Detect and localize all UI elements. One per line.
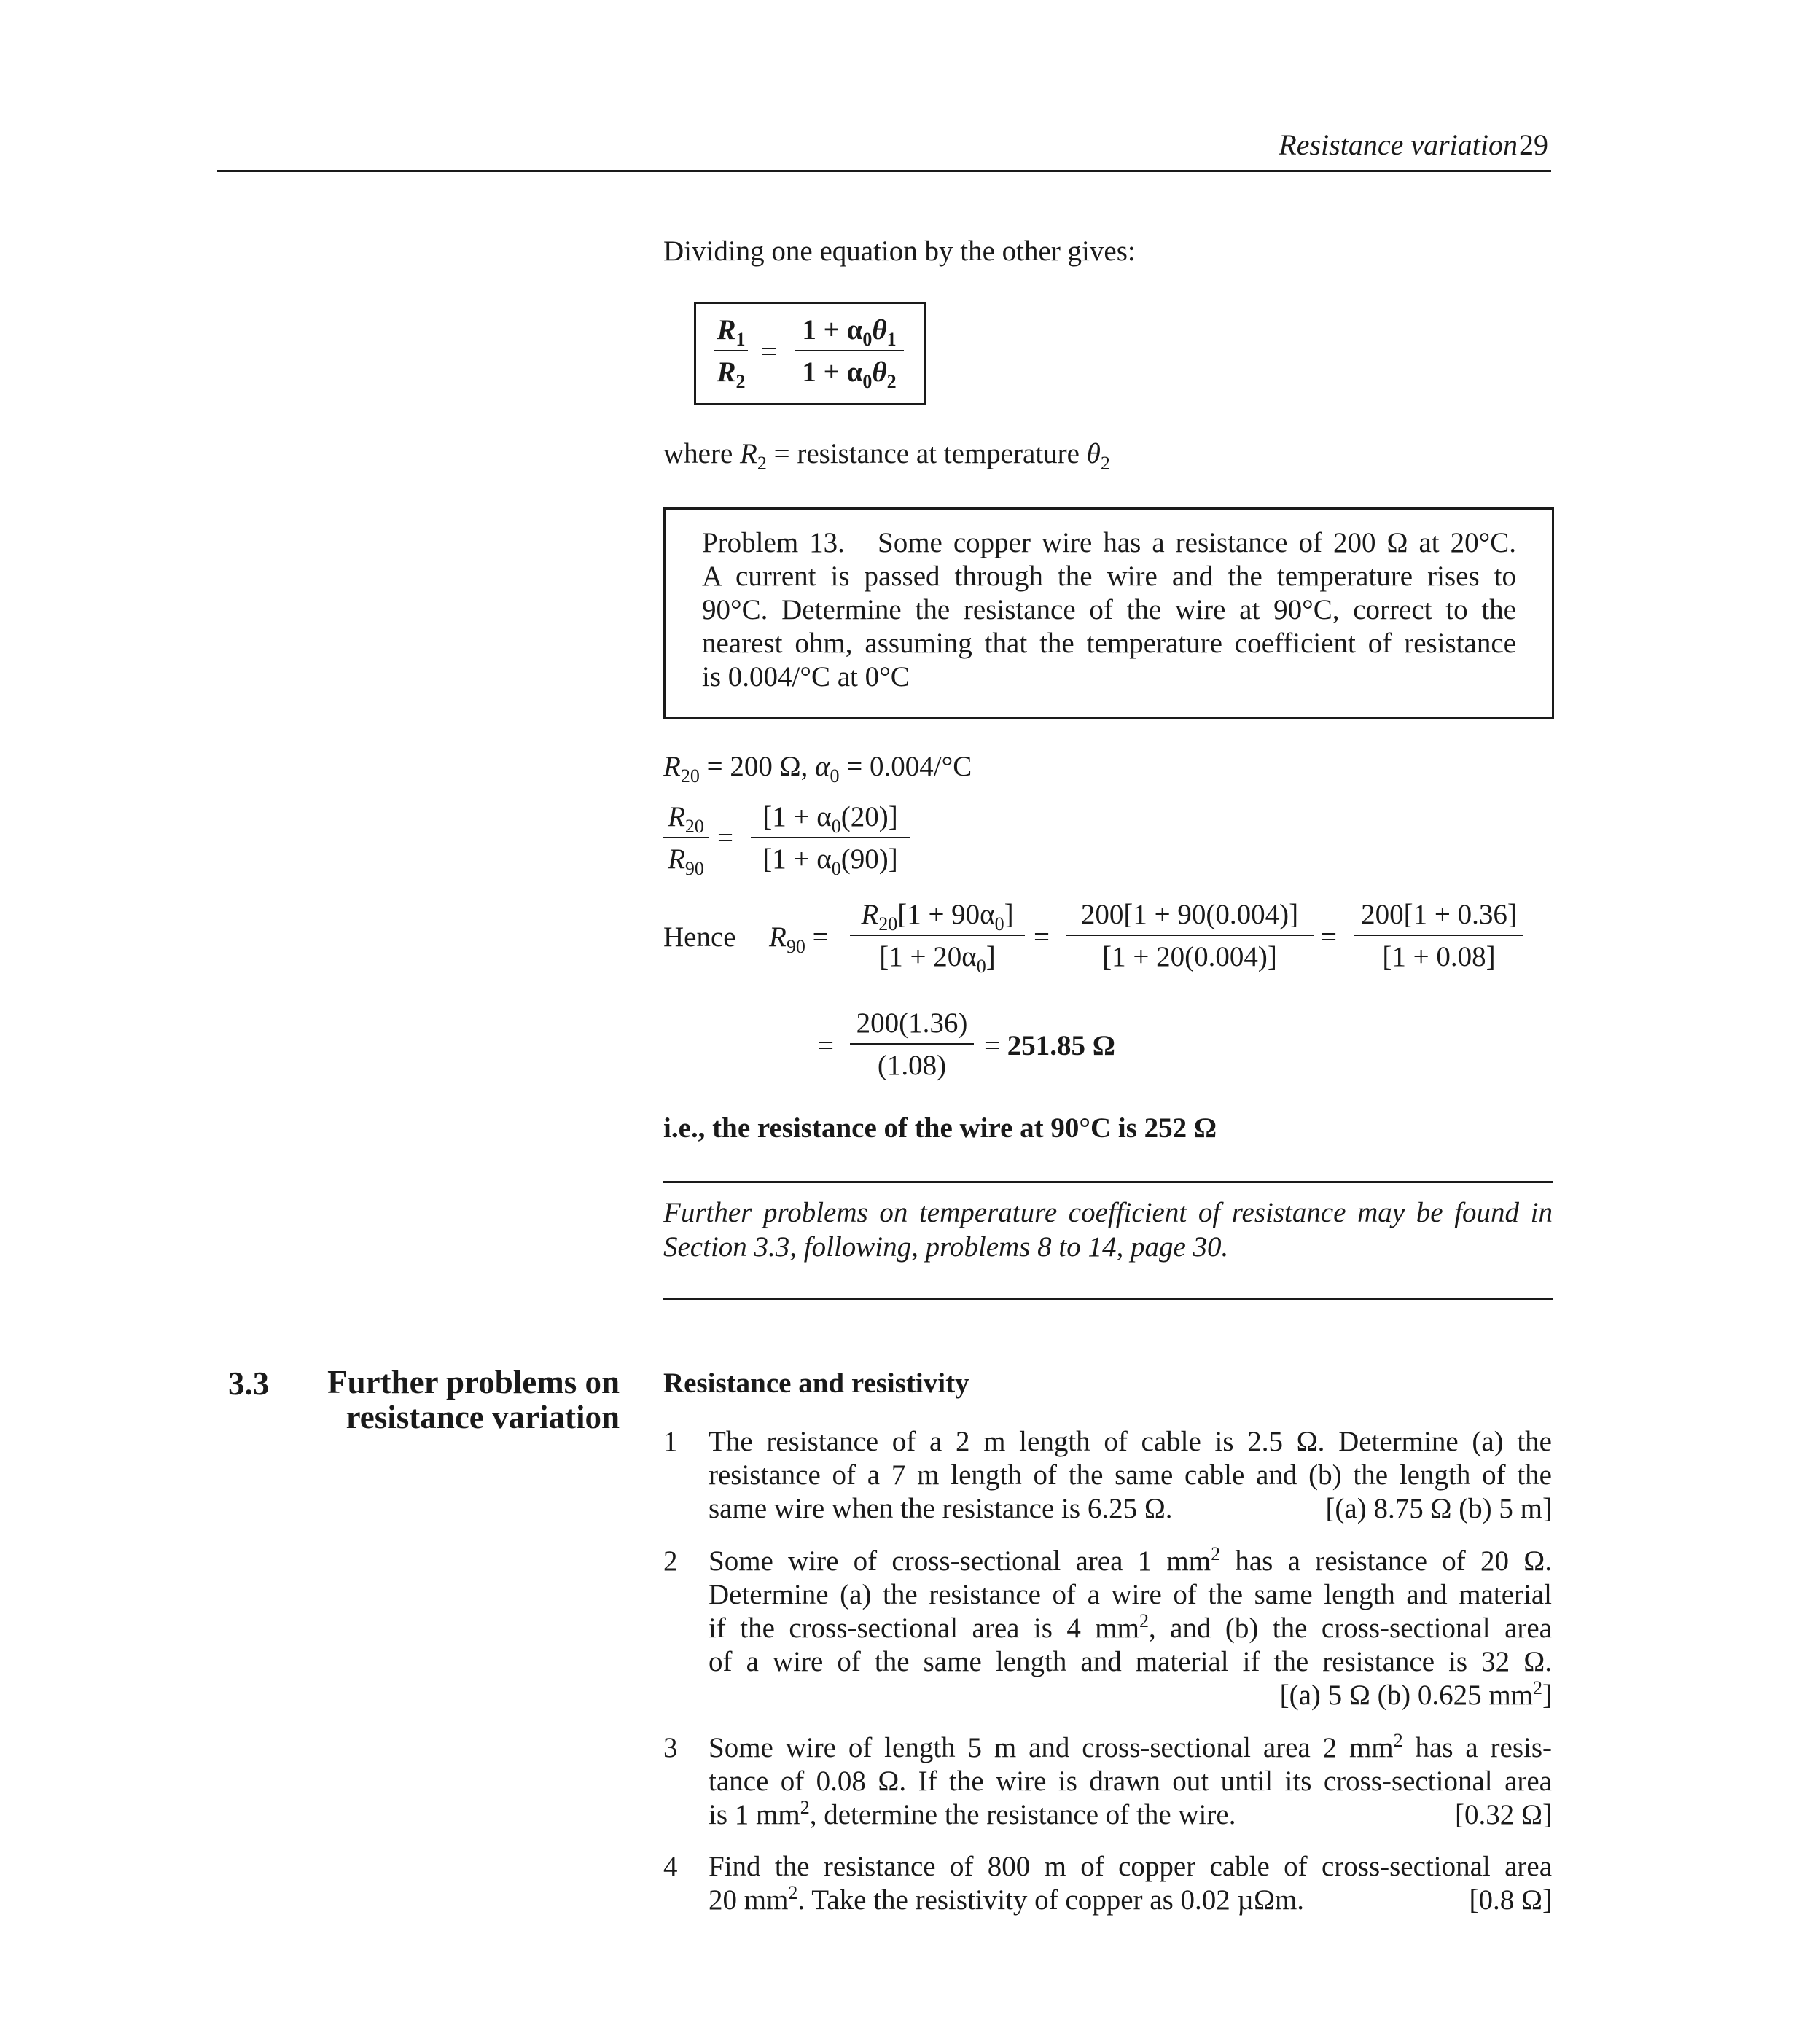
hence-lhs: $R_{90}$ = — [769, 921, 829, 957]
intro-text: Dividing one equation by the other gives: — [663, 235, 1136, 267]
page-number: 29 — [1519, 128, 1548, 161]
hence-fraction-2: 200[1 + 90(0.004)] [1 + 20(0.004)] — [1066, 898, 1314, 974]
problem-number: 2 — [663, 1545, 678, 1577]
problem-1-answer: [(a) 8.75 Ω (b) 5 m] — [1325, 1493, 1552, 1524]
hence-fraction-1: $R_{20}[1 + 90\alpha_0]$ $[1 + 20\alpha_0]$ — [850, 898, 1025, 974]
problem-2-text: Some wire of cross-sectional area 1 $mm^2$ has a resistance of 20 Ω. Determine (a) the resistance of a wire of the same length and material if the cross-sectional area is 4 $mm^2$, and (b) the cross-sectional area of a wire of the same length and material if the resistance is 32 Ω. [(a) 5 Ω (b) 0.625 $mm^2$] — [709, 1543, 1552, 1711]
section-number: 3.3 — [228, 1365, 270, 1402]
further-problems-note: Further problems on temperature coefficient of resistance may be found in Section 3.3, following, problems 8 to 14, page 30. — [663, 1197, 1553, 1263]
hence-equals-3: = — [1321, 921, 1337, 953]
result-value: = 251.85 Ω — [984, 1030, 1115, 1061]
problem-number: 1 — [663, 1426, 678, 1457]
hence-word: Hence — [663, 921, 736, 953]
hence-equals-2: = — [1034, 921, 1050, 953]
problem-4-answer: [0.8 Ω] — [1469, 1884, 1552, 1916]
result-equals: = — [818, 1030, 834, 1061]
problem-label: Problem 13. — [702, 527, 845, 558]
problem-13-text: Problem 13. Some copper wire has a resistance of 200 Ω at 20°C. A current is passed through the wire and the temperature rises to 90°C. Determine the resistance of the wire at 90°C, correct to the nearest ohm, assuming that the temperature coefficient of resistance is 0.004/°C at 0°C — [702, 527, 1517, 693]
ratio-equals: = — [717, 822, 733, 854]
subheading: Resistance and resistivity — [663, 1368, 969, 1399]
where-line: where $R_2$ = resistance at temperature $\theta_2$ — [663, 438, 1110, 474]
problem-3-text: Some wire of length 5 m and cross-sectional area 2 $mm^2$ has a resis- tance of 0.08 Ω. If the wire is drawn out until its cross-sectional area is 1 $mm^2$, determine the resistance of the wire. [0.32 Ω] — [709, 1730, 1552, 1830]
problem-number: 3 — [663, 1732, 678, 1763]
running-header-title: Resistance variation — [1279, 128, 1518, 161]
section-title: Further problems on resistance variation — [327, 1364, 620, 1435]
result-fraction: 200(1.36) (1.08) — [850, 1007, 974, 1083]
header-rule — [217, 170, 1551, 172]
formula-equals: = — [761, 336, 777, 367]
problem-4-text: Find the resistance of 800 m of copper cable of cross-sectional area 20 $mm^2$. Take the resistivity of copper as 0.02 µΩm. [0.8 Ω] — [709, 1851, 1552, 1916]
ratio-rhs-fraction: $[1 + \alpha_0(20)]$ $[1 + \alpha_0(90)]$ — [751, 800, 910, 876]
hence-fraction-3: 200[1 + 0.36] [1 + 0.08] — [1354, 898, 1523, 974]
problem-3-answer: [0.32 Ω] — [1455, 1799, 1552, 1830]
conclusion: i.e., the resistance of the wire at 90°C is 252 Ω — [663, 1112, 1217, 1144]
given-values: $R_{20} = 200$ Ω, $\alpha_0 = 0.004/^\circ C$ — [663, 751, 972, 787]
problem-number: 4 — [663, 1851, 678, 1882]
formula-rhs-fraction: $1 + \alpha_0\theta_1$ $1 + \alpha_0\theta_2$ — [795, 313, 904, 389]
ratio-lhs-fraction: $R_{20}$ $R_{90}$ — [663, 800, 709, 876]
note-bottom-rule — [663, 1298, 1553, 1300]
note-top-rule — [663, 1181, 1553, 1183]
problem-2-answer: [(a) 5 Ω (b) 0.625 $mm^2$] — [1279, 1677, 1552, 1711]
problem-1-text: The resistance of a 2 m length of cable is 2.5 Ω. Determine (a) the resistance of a 7 m length of the same cable and (b) the length of the same wire when the resistance is 6.25 Ω. [(a) 8.75 Ω (b) 5 m] — [709, 1426, 1552, 1524]
formula-lhs-fraction: $R_1$ $R_2$ — [714, 313, 748, 389]
